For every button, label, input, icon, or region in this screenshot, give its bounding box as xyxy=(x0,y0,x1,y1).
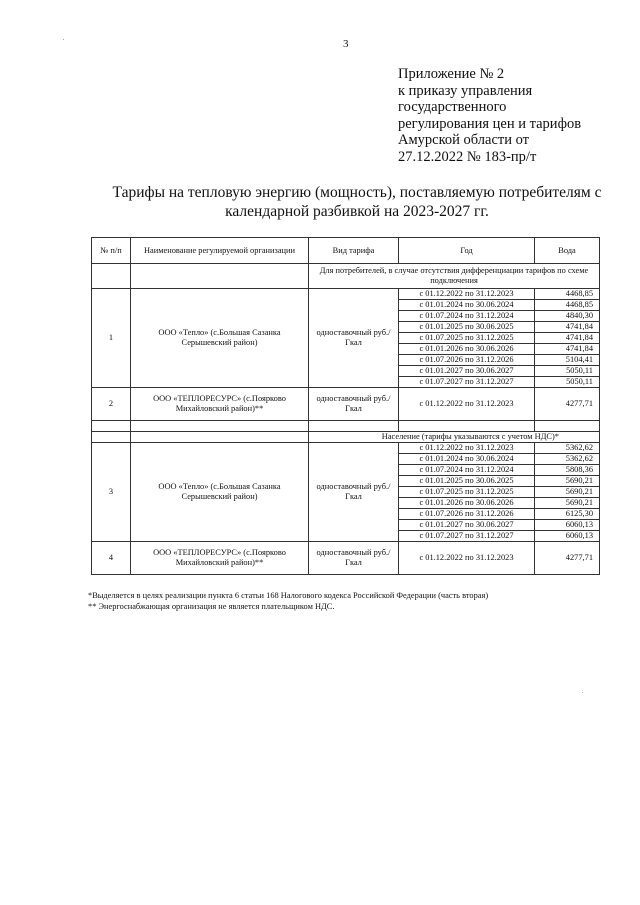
water-value: 4840,30 xyxy=(535,311,600,322)
water-value: 5690,21 xyxy=(535,487,600,498)
appendix-line: регулирования цен и тарифов xyxy=(398,115,582,132)
period: с 01.07.2027 по 31.12.2027 xyxy=(399,531,535,542)
table-row xyxy=(92,542,600,575)
water-value: 5690,21 xyxy=(535,476,600,487)
water-value: 4741,84 xyxy=(535,322,600,333)
scan-speck xyxy=(63,39,64,40)
row-num: 2 xyxy=(92,388,131,421)
period: с 01.01.2025 по 30.06.2025 xyxy=(399,476,535,487)
water-value: 4468,85 xyxy=(535,289,600,300)
period: с 01.01.2025 по 30.06.2025 xyxy=(399,322,535,333)
appendix-line: Приложение № 2 xyxy=(398,66,505,82)
footnote-2: ** Энергоснабжающая организация не является плательщиком НДС. xyxy=(88,601,335,611)
page-number: 3 xyxy=(343,38,349,50)
header-year: Год xyxy=(399,238,535,264)
water-value: 5690,21 xyxy=(535,498,600,509)
period: с 01.07.2024 по 31.12.2024 xyxy=(399,465,535,476)
period: с 01.12.2022 по 31.12.2023 xyxy=(399,443,535,454)
header-type: Вид тарифа xyxy=(309,238,399,264)
header-org: Наименование регулируемой организации xyxy=(131,238,309,264)
water-value: 4468,85 xyxy=(535,300,600,311)
period: с 01.07.2024 по 31.12.2024 xyxy=(399,311,535,322)
water-value: 5050,11 xyxy=(535,366,600,377)
tariff-type: одноставочный руб./Гкал xyxy=(309,388,399,421)
water-value: 5362,62 xyxy=(535,454,600,465)
period: с 01.07.2025 по 31.12.2025 xyxy=(399,487,535,498)
org-name: ООО «Тепло» (с.Большая Сазанка Серышевский район) xyxy=(131,443,309,542)
water-value: 5808,36 xyxy=(535,465,600,476)
header-num: № п/п xyxy=(92,238,131,264)
tariff-type: одноставочный руб./Гкал xyxy=(309,443,399,542)
period: с 01.01.2027 по 30.06.2027 xyxy=(399,366,535,377)
org-name: ООО «Тепло» (с.Большая Сазанка Серышевский район) xyxy=(131,289,309,388)
tariff-type: одноставочный руб./Гкал xyxy=(309,289,399,388)
water-value: 5050,11 xyxy=(535,377,600,388)
document-title xyxy=(96,183,618,221)
row-num: 4 xyxy=(92,542,131,575)
water-value: 6060,13 xyxy=(535,520,600,531)
period: с 01.12.2022 по 31.12.2023 xyxy=(399,388,535,421)
period: с 01.01.2026 по 30.06.2026 xyxy=(399,498,535,509)
table-header-row xyxy=(92,238,600,264)
tariff-table xyxy=(91,237,600,575)
appendix-line: 27.12.2022 № 183-пр/т xyxy=(398,148,537,165)
section-row xyxy=(92,432,600,443)
water-value: 5104,41 xyxy=(535,355,600,366)
footnotes xyxy=(88,591,488,612)
water-value: 4741,84 xyxy=(535,333,600,344)
period: с 01.01.2024 по 30.06.2024 xyxy=(399,300,535,311)
water-value: 5362,62 xyxy=(535,443,600,454)
blank-row xyxy=(92,421,600,432)
period: с 01.01.2027 по 30.06.2027 xyxy=(399,520,535,531)
appendix-line: Амурской области от xyxy=(398,132,530,149)
org-name: ООО «ТЕПЛОРЕСУРС» (с.Поярково Михайловский район)** xyxy=(131,388,309,421)
section-1-label: Для потребителей, в случае отсутствия дифференциации тарифов по схеме подключения xyxy=(309,264,600,289)
tariff-type: одноставочный руб./Гкал xyxy=(309,542,399,575)
water-value: 4741,84 xyxy=(535,344,600,355)
period: с 01.01.2024 по 30.06.2024 xyxy=(399,454,535,465)
period: с 01.12.2022 по 31.12.2023 xyxy=(399,542,535,575)
period: с 01.12.2022 по 31.12.2023 xyxy=(399,289,535,300)
header-water: Вода xyxy=(535,238,600,264)
period: с 01.01.2026 по 30.06.2026 xyxy=(399,344,535,355)
scan-speck xyxy=(582,692,583,693)
title-line-2: календарной разбивкой на 2023-2027 гг. xyxy=(225,203,489,220)
row-num: 1 xyxy=(92,289,131,388)
water-value: 4277,71 xyxy=(535,542,600,575)
appendix-header xyxy=(398,66,581,166)
footnote-1: *Выделяется в целях реализации пункта 6 статьи 168 Налогового кодекса Российской Федерации (часть вторая) xyxy=(88,591,489,600)
appendix-line: государственного xyxy=(398,99,507,116)
table-row xyxy=(92,289,600,300)
row-num: 3 xyxy=(92,443,131,542)
table-row xyxy=(92,388,600,421)
section-row xyxy=(92,264,600,289)
section-2-label: Население (тарифы указываются с учетом НДС)* xyxy=(309,432,600,443)
title-line-1: Тарифы на тепловую энергию (мощность), поставляемую потребителям с xyxy=(112,184,602,201)
org-name: ООО «ТЕПЛОРЕСУРС» (с.Поярково Михайловский район)** xyxy=(131,542,309,575)
water-value: 4277,71 xyxy=(535,388,600,421)
period: с 01.07.2026 по 31.12.2026 xyxy=(399,509,535,520)
table-row xyxy=(92,443,600,454)
period: с 01.07.2027 по 31.12.2027 xyxy=(399,377,535,388)
appendix-line: к приказу управления xyxy=(398,82,533,99)
water-value: 6125,30 xyxy=(535,509,600,520)
period: с 01.07.2026 по 31.12.2026 xyxy=(399,355,535,366)
water-value: 6060,13 xyxy=(535,531,600,542)
period: с 01.07.2025 по 31.12.2025 xyxy=(399,333,535,344)
